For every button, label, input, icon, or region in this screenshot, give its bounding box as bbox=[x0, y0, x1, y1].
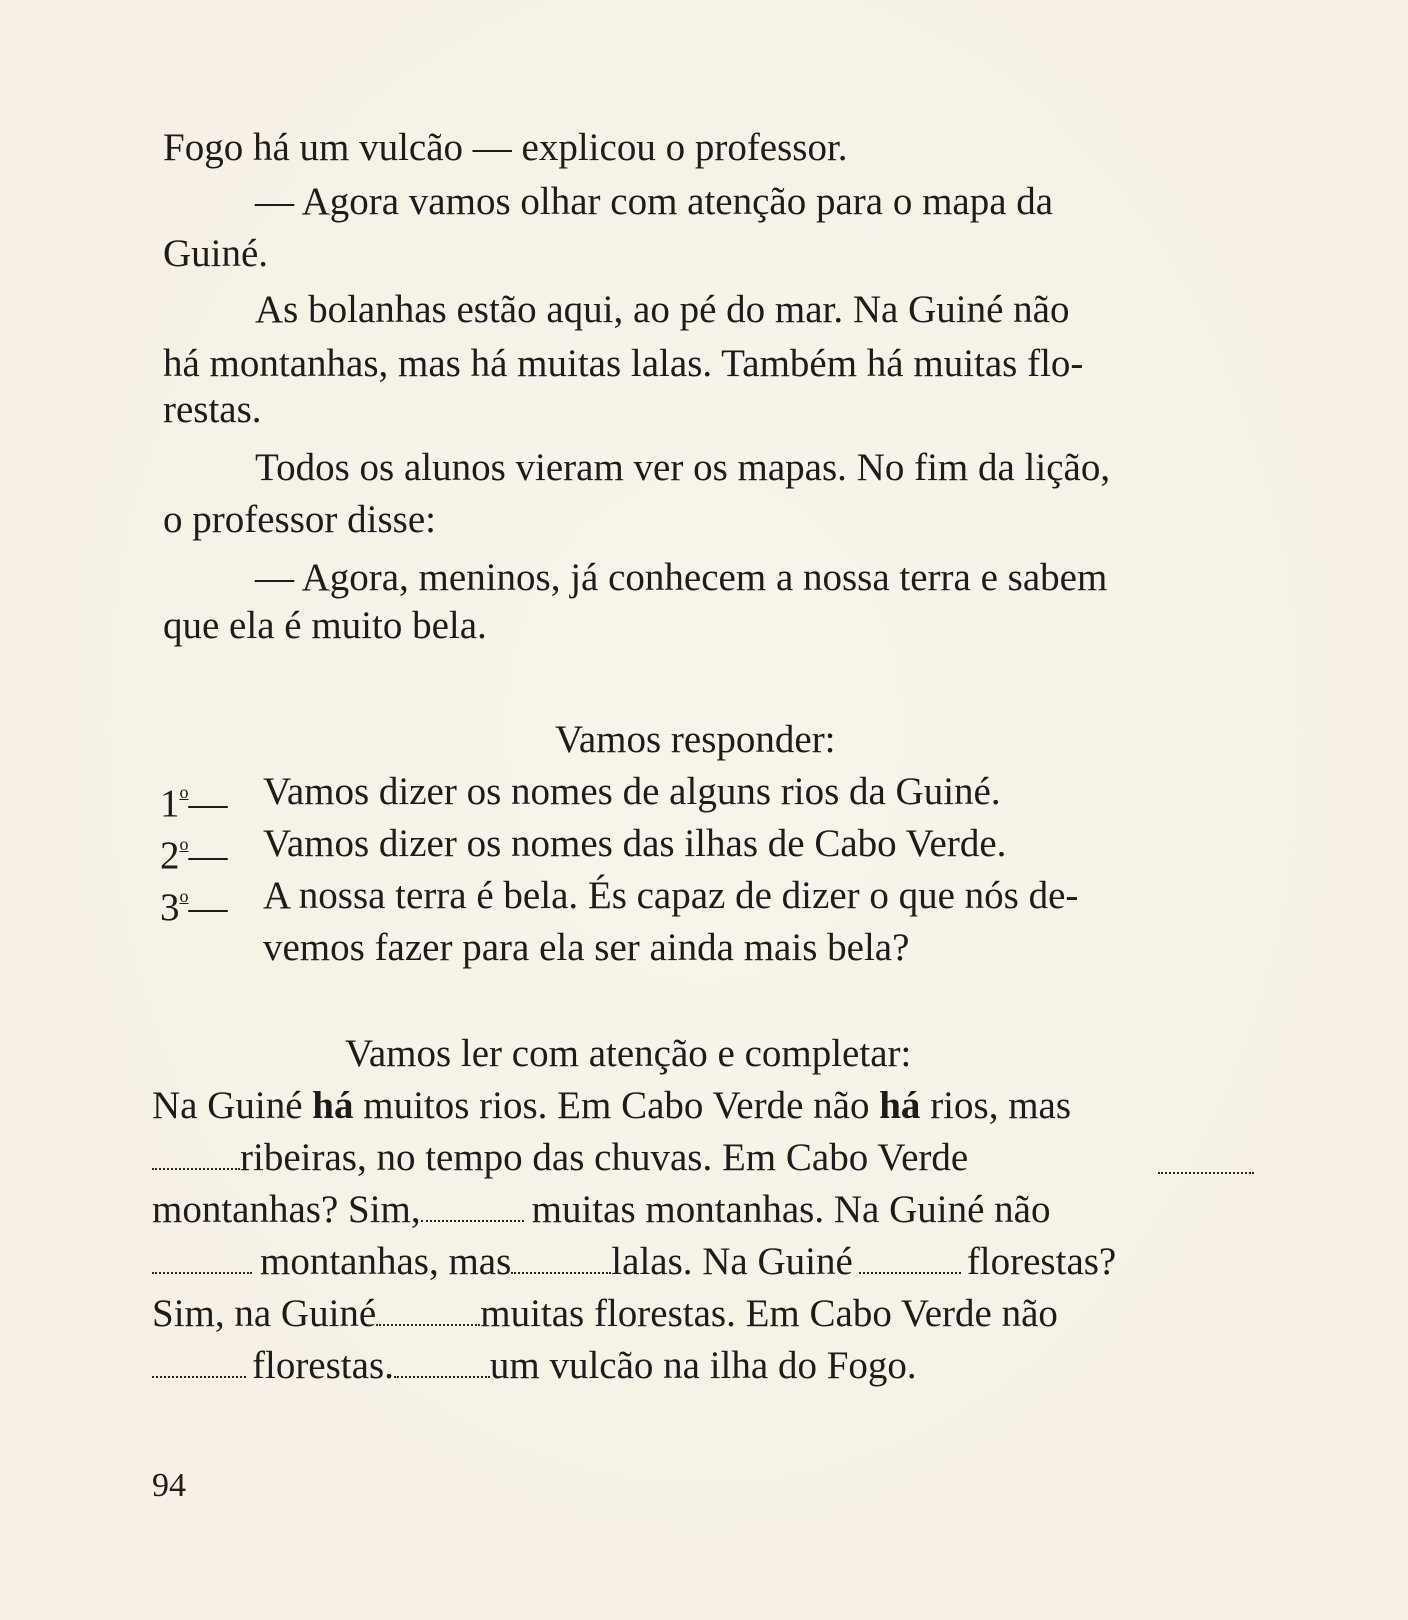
fill-blank[interactable] bbox=[859, 1242, 961, 1274]
exercise-line: montanhas? Sim, muitas montanhas. Na Guiné não bbox=[152, 1188, 1051, 1231]
story-line-text: — Agora vamos olhar com atenção para o mapa da bbox=[255, 180, 1054, 223]
bold-word: há bbox=[879, 1084, 921, 1127]
fill-blank[interactable] bbox=[376, 1294, 480, 1326]
exercise-line: Na Guiné há muitos rios. Em Cabo Verde não há rios, mas bbox=[152, 1084, 1072, 1127]
exercise-line: florestas. um vulcão na ilha do Fogo. bbox=[152, 1340, 917, 1392]
story-line: Guiné. bbox=[163, 232, 269, 275]
question-number: 3$^o$— bbox=[160, 886, 228, 929]
bold-word: há bbox=[312, 1084, 354, 1127]
story-line: que ela é muito bela. bbox=[163, 604, 487, 647]
question-item bbox=[160, 818, 1260, 877]
story-line bbox=[255, 176, 1267, 228]
exercise-line: montanhas, mas lalas. Na Guiné florestas? bbox=[152, 1236, 1116, 1288]
story-line: Fogo há um vulcão — explicou o professor. bbox=[163, 126, 848, 169]
question-text: Vamos dizer os nomes de alguns rios da Guiné. bbox=[263, 770, 1001, 813]
fill-blank[interactable] bbox=[394, 1346, 490, 1378]
story-line: há montanhas, mas há muitas lalas. Também há muitas flo- bbox=[163, 342, 1084, 385]
exercise-line: Sim, na Guiné muitas florestas. Em Cabo Verde não bbox=[152, 1292, 1058, 1335]
story-line: Todos os alunos vieram ver os mapas. No fim da lição, bbox=[255, 446, 1111, 489]
question-number: 2$^o$— bbox=[160, 834, 228, 877]
questions-heading: Vamos responder: bbox=[555, 718, 836, 761]
fill-blank[interactable] bbox=[1158, 1142, 1254, 1174]
question-number: 1$^o$— bbox=[160, 782, 228, 825]
question-item bbox=[160, 766, 1260, 825]
question-continuation: vemos fazer para ela ser ainda mais bela? bbox=[263, 926, 910, 969]
fill-blank[interactable] bbox=[152, 1242, 252, 1274]
exercise-line: ribeiras, no tempo das chuvas. Em Cabo Verde bbox=[152, 1132, 1258, 1184]
question-text: A nossa terra é bela. És capaz de dizer o que nós de- bbox=[263, 874, 1079, 917]
exercise-heading: Vamos ler com atenção e completar: bbox=[345, 1032, 912, 1075]
fill-blank[interactable] bbox=[152, 1346, 246, 1378]
story-line: As bolanhas estão aqui, ao pé do mar. Na Guiné não bbox=[255, 288, 1070, 331]
fill-blank[interactable] bbox=[511, 1242, 611, 1274]
story-line: — Agora, meninos, já conhecem a nossa terra e sabem bbox=[255, 556, 1108, 599]
fill-blank[interactable] bbox=[421, 1190, 524, 1222]
story-line: restas. bbox=[163, 388, 262, 431]
question-item bbox=[160, 870, 1260, 929]
page-number: 94 bbox=[152, 1467, 186, 1504]
question-text: Vamos dizer os nomes das ilhas de Cabo Verde. bbox=[263, 822, 1007, 865]
story-line: o professor disse: bbox=[163, 498, 436, 541]
fill-blank[interactable] bbox=[152, 1138, 240, 1170]
